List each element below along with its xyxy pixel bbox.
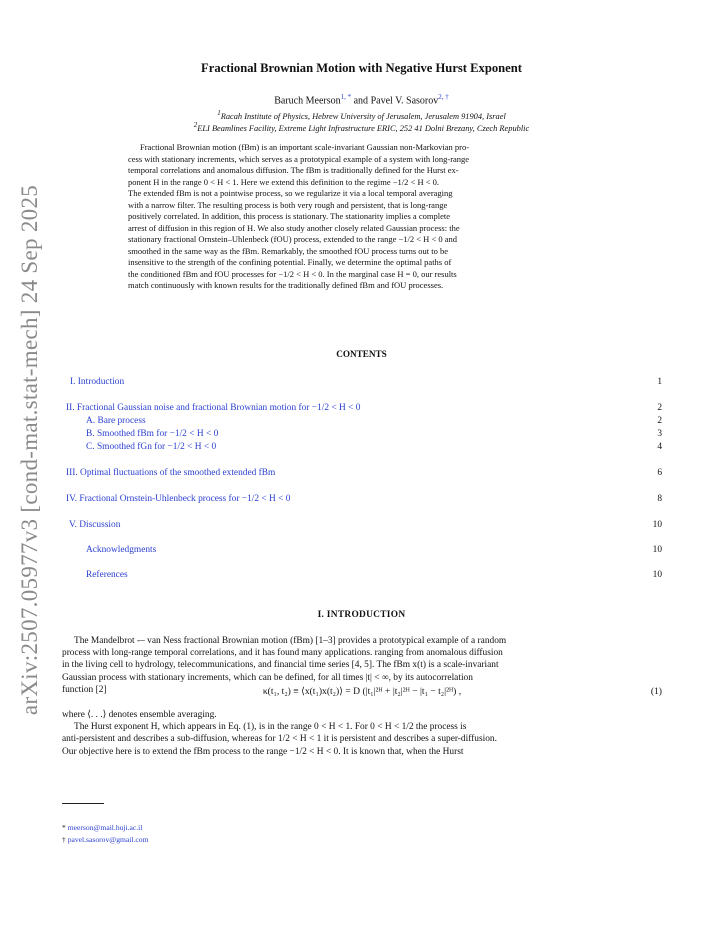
footnote [62,823,142,832]
text-line: Our objective here is to extend the fBm process to the range −1/2 < H < 0. It is known that, when the Hurst [62,746,464,757]
email-link[interactable]: pavel.sasorov@gmail.com [67,835,149,844]
text-line: where ⟨. . .⟩ denotes ensemble averaging. [62,710,217,720]
toc-page-number: 10 [652,520,662,530]
arxiv-identifier: arXiv:2507.05977v3 [cond-mat.stat-mech] 24 Sep 2025 [17,184,42,716]
affiliation-text: ELI Beamlines Facility, Extreme Light Infrastructure ERIC, 252 41 Dolni Brezany, Czech Republic [197,123,530,133]
author-affiliation-mark[interactable]: 1, * [340,93,352,101]
section-heading: I. INTRODUCTION [317,610,406,620]
toc-link-acknowledgments[interactable]: Acknowledgments [86,545,157,555]
toc-link-references[interactable]: References [86,570,128,580]
text-line: in the living cell to hydrology, telecommunications, and financial time series [4, 5]. The fBm x(t) is a scale-invariant [62,660,499,671]
toc-page-number: 10 [652,545,662,555]
abstract-line: the conditioned fBm and fOU processes for −1/2 < H < 0. In the marginal case H = 0, our results [128,268,457,279]
abstract-line: arrest of diffusion in this region of H. We also study another closely related Gaussian process: the [128,222,460,233]
footnote-mark: * [62,823,66,832]
toc-link-smoothed-fgn[interactable]: C. Smoothed fGn for −1/2 < H < 0 [86,442,217,452]
text-line: The Hurst exponent H, which appears in Eq. (1), is in the range 0 < H < 1. For 0 < H < 1/2 the process is [74,722,467,733]
equation-number: (1) [650,686,662,697]
toc-page-number: 1 [657,377,662,387]
author-conjunction: and [353,95,369,107]
toc-link-bare-process[interactable]: A. Bare process [86,416,146,426]
author-name: Pavel V. Sasorov [370,95,439,107]
toc-page-number: 3 [657,429,662,439]
toc-entry[interactable] [66,442,662,452]
toc-link-section-iv[interactable]: IV. Fractional Ornstein-Uhlenbeck process for −1/2 < H < 0 [66,494,291,504]
paper-title: Fractional Brownian Motion with Negative Hurst Exponent [201,61,522,75]
equation-body: κ(t₁, t₂) ≡ ⟨x(t₁)x(t₂)⟩ = D (|t₁|²ᴴ + |t₂|²ᴴ − |t₁ − t₂|²ᴴ) , [262,686,462,697]
abstract-line: smoothed in the same way as the fBm. Remarkably, the smoothed fOU process turns out to be [128,245,449,256]
toc-entry[interactable] [66,429,662,439]
toc-link-section-iii[interactable]: III. Optimal fluctuations of the smoothed extended fBm [66,468,276,478]
text-line: anti-persistent and describes a sub-diffusion, whereas for 1/2 < H < 1 it is persistent and describes a super-diffusion. [62,734,497,745]
toc-entry[interactable] [66,520,662,530]
affiliation-number: 1 [217,109,221,117]
affiliation-number: 2 [193,121,198,129]
toc-entry[interactable] [66,545,662,555]
abstract-line: ponent H in the range 0 < H < 1. Here we extend this definition to the regime −1/2 < H < 0. [128,176,440,187]
toc-page-number: 2 [657,416,662,426]
text-line: process with long-range temporal correlations, and it has found many applications. ranging from anomalous diffusion [62,648,503,659]
toc-page-number: 4 [657,442,662,452]
footnote-mark: † [62,835,66,844]
abstract-line: temporal correlations and anomalous diffusion. The fBm is traditionally defined for the Hurst ex- [128,165,459,175]
toc-entry[interactable] [66,377,662,387]
toc-page-number: 6 [657,468,662,478]
affiliation-text: Racah Institute of Physics, Hebrew University of Jerusalem, Jerusalem 91904, Israel [220,111,506,121]
footnote-rule [62,803,104,804]
contents-heading: CONTENTS [336,349,387,359]
toc-entry[interactable] [66,403,662,413]
abstract-line: stationary fractional Ornstein–Uhlenbeck (fOU) process, extended to the range −1/2 < H < 0 and [128,234,458,244]
abstract-line: with a narrow filter. The resulting process is both very rough and persistent, that is long-range [128,199,448,210]
affiliation [80,109,643,121]
toc-page-number: 2 [657,403,662,413]
affiliation [80,121,643,133]
text-line: function [2] [62,684,107,695]
abstract-line: match continuously with known results for the traditionally defined fBm and fOU processes. [128,280,444,290]
abstract-line: The extended fBm is not a pointwise process, so we regularize it via a local temporal averaging [128,188,453,198]
abstract-line: Fractional Brownian motion (fBm) is an important scale-invariant Gaussian non-Markovian pro- [140,142,470,152]
toc-entry[interactable] [66,494,662,504]
intro-paragraph [62,709,662,758]
toc-page-number: 10 [652,570,662,580]
arxiv-side-stamp [10,184,50,716]
toc-link-smoothed-fbm[interactable]: B. Smoothed fBm for −1/2 < H < 0 [86,429,219,439]
toc-entry[interactable] [66,416,662,426]
toc-link-section-ii[interactable]: II. Fractional Gaussian noise and fractional Brownian motion for −1/2 < H < 0 [66,403,361,413]
toc-page-number: 8 [657,494,662,504]
text-line: Gaussian process with stationary increments, which can be defined, for all times |t| < ∞, by its autocorrelation [62,672,473,683]
footnote [62,835,149,844]
toc-link-introduction[interactable]: I. Introduction [70,377,125,387]
toc-entry[interactable] [66,468,662,478]
toc-entry[interactable] [66,570,662,580]
text-line: The Mandelbrot -– van Ness fractional Brownian motion (fBm) [1–3] provides a prototypical example of a random [74,636,507,646]
abstract [128,142,598,292]
email-link[interactable]: meerson@mail.huji.ac.il [67,823,143,832]
toc-link-discussion[interactable]: V. Discussion [69,520,121,530]
abstract-line: insensitive to the strength of the confining potential. Finally, we determine the optimal paths of [128,257,452,267]
abstract-line: positively correlated. In addition, this process is stationary. The stationarity implies a complete [128,211,450,221]
author-affiliation-mark[interactable]: 2, † [438,93,449,101]
abstract-line: cess with stationary increments, which serves as a prototypical example of a system with long-range [128,153,470,164]
author-line [80,93,643,106]
author-name: Baruch Meerson [274,95,341,107]
